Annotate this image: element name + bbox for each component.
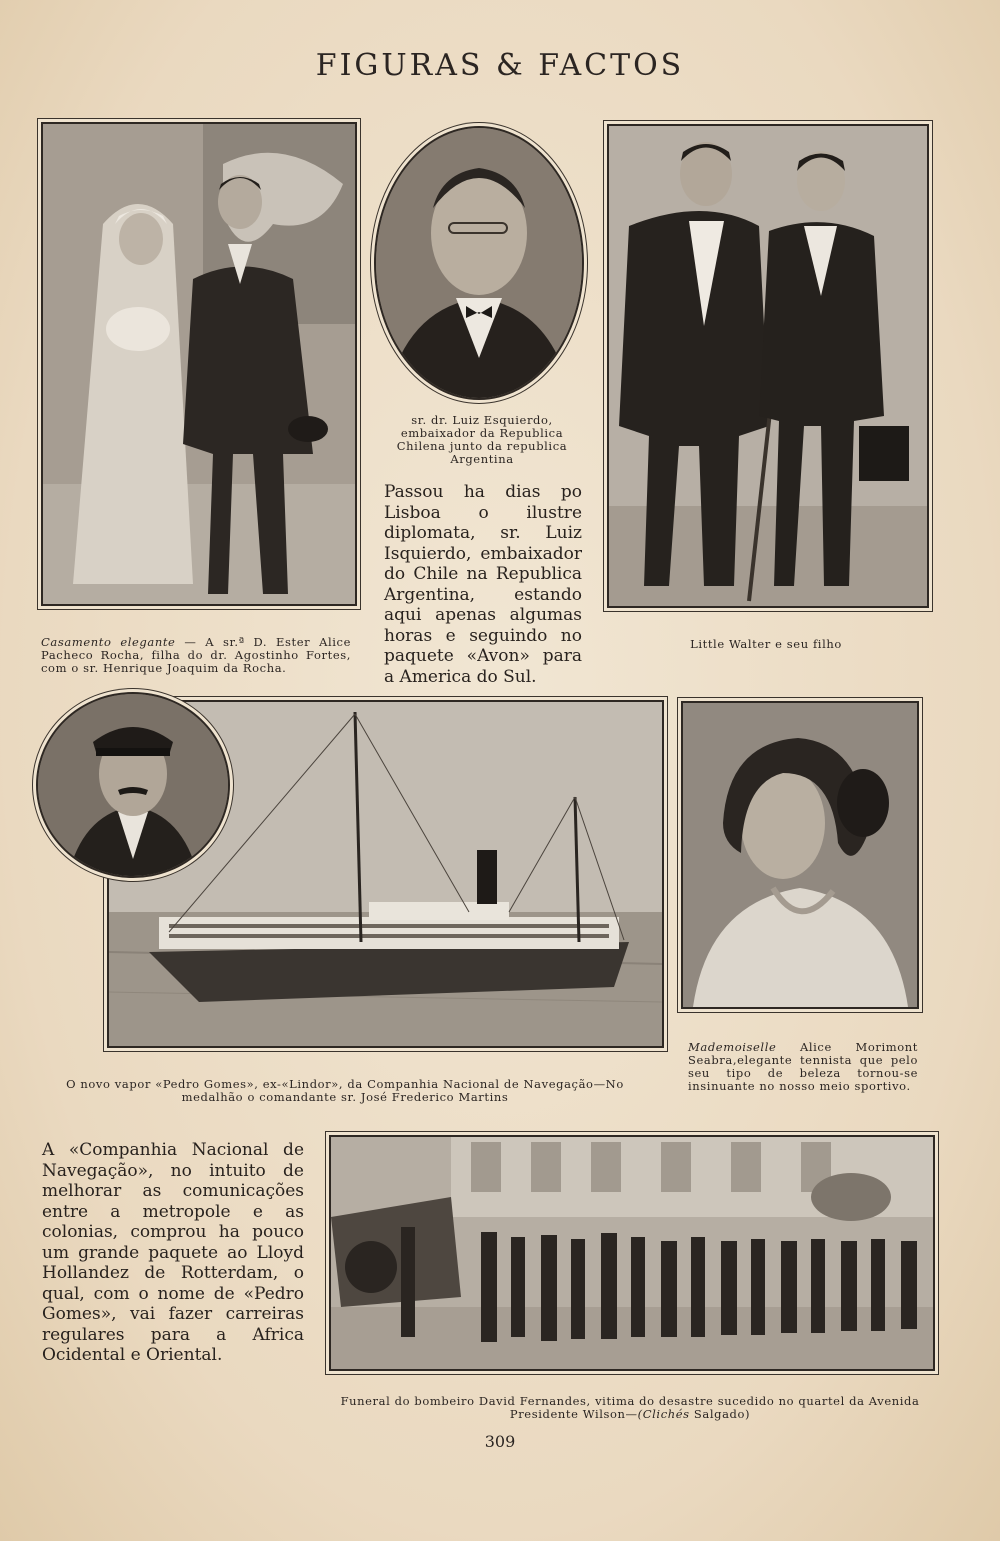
alice-caption-lead: Mademoiselle [688,1040,777,1054]
alice-caption [688,1041,918,1093]
diplomat-portrait [374,126,584,400]
wedding-caption-lead: Casamento elegante [41,635,176,649]
walter-caption: Little Walter e seu filho [690,637,842,651]
page-masthead: FIGURAS & FACTOS [315,48,685,83]
walter-photo [607,124,929,608]
diplomat-article: Passou ha dias po Lisboa o ilustre diplomata, sr. Luiz Isquierdo, embaixador do Chile na Republica Argentina, estando aqui apenas algumas horas e seguindo no paquete «Avon» para a America do Sul. [384,482,582,687]
company-article: A «Companhia Nacional de Navegação», no intuito de melhorar as comunicações entre a metropole e as colonias, comprou ha pouco um grande paquete ao Lloyd Hollandez de Rotterdam, o qual, com o nome de «Pedro Gomes», vai fazer carreiras regulares para a Africa Ocidental e Oriental. [42,1140,304,1365]
wedding-caption-text: — A sr.ª D. Ester Alice Pacheco Rocha, filha do dr. Agostinho Fortes, com o sr. Henrique Joaquim da Rocha. [41,635,351,675]
alice-portrait-photo [681,701,919,1009]
funeral-photo [329,1135,935,1371]
funeral-caption [330,1395,930,1421]
page-number: 309 [484,1432,516,1451]
funeral-caption-credit: Salgado) [689,1407,751,1421]
alice-caption-text: Alice Morimont Seabra,elegante tennista que pelo seu tipo de beleza tornou-se insinuante no nosso meio sportivo. [688,1040,918,1093]
diplomat-caption: sr. dr. Luiz Esquierdo, embaixador da Republica Chilena junto da republica Argentina [396,413,568,466]
funeral-caption-text: Funeral do bombeiro David Fernandes, vitima do desastre sucedido no quartel da Avenida Presidente Wilson— [340,1394,920,1421]
ship-caption: O novo vapor «Pedro Gomes», ex-«Lindor», da Companhia Nacional de Navegação—No medalhão o comandante sr. José Frederico Martins [66,1077,624,1104]
funeral-caption-credit-italic: (Clichés [637,1407,690,1421]
wedding-photo [41,122,357,606]
wedding-caption [41,636,351,675]
commander-portrait [36,692,230,878]
